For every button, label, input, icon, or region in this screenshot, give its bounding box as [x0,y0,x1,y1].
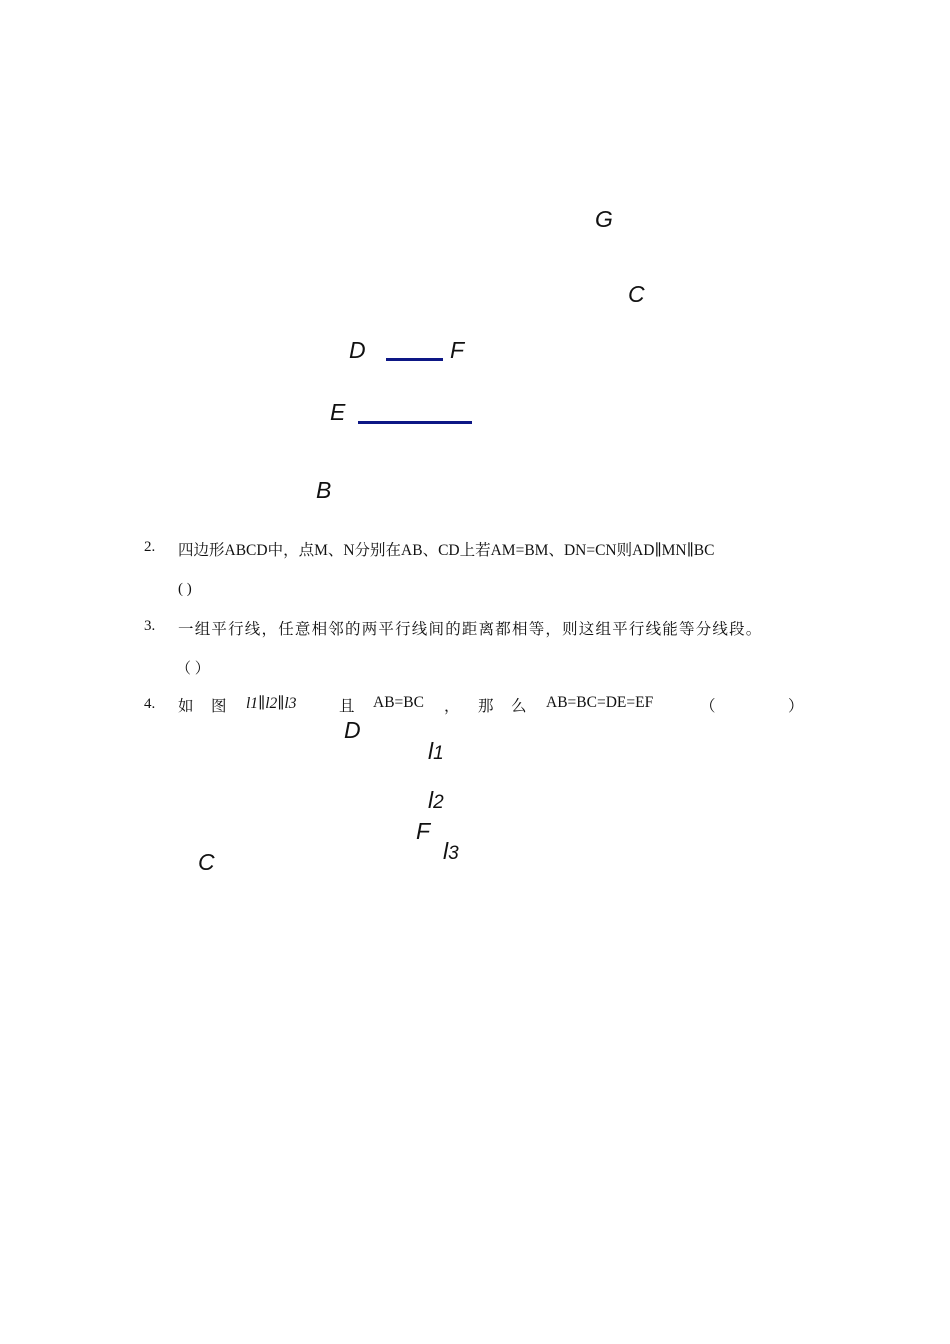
point-label-f: F [450,337,465,363]
equation: AB=BC [373,694,424,711]
question-number: 4. [144,696,156,712]
line-letter: l [443,838,449,864]
line-label-l3 [443,840,459,863]
equation: AB=BC=DE=EF [546,694,654,711]
answer-blank[interactable]: （ ） [176,661,210,677]
question-word: 那 [478,698,494,715]
line-subscript: 3 [448,843,459,864]
question-word: 如 [178,698,194,715]
point-label-b: B [316,477,332,503]
segment-e [358,421,472,424]
answer-paren-close[interactable]: ） [788,698,804,715]
line-label-l1 [428,740,444,763]
line-letter: l [428,787,434,813]
segment-df [386,358,443,361]
question-number: 2. [144,539,156,555]
line-label-l2 [428,789,444,812]
parallel-lines-expression: l1∥l2∥l3 [246,695,297,712]
question-word: 么 [511,698,527,715]
point-label-e: E [330,399,346,425]
question-number: 3. [144,618,156,634]
answer-paren-open[interactable]: （ [700,698,716,715]
line-subscript: 2 [433,792,444,813]
question-comma: ， [444,698,460,715]
point-label-f: F [416,818,431,844]
line-letter: l [428,738,434,764]
question-text: 一组平行线，任意相邻的两平行线间的距离都相等，则这组平行线能等分线段。 [178,621,763,638]
point-label-d: D [349,337,366,363]
answer-blank[interactable]: ( ) [178,581,192,597]
question-word: 图 [211,698,227,715]
question-word: 且 [339,698,355,715]
point-label-g: G [595,206,613,232]
line-subscript: 1 [433,743,444,764]
point-label-c: C [198,849,215,875]
question-text: 四边形ABCD中，点M、N分别在AB、CD上若AM=BM、DN=CN则AD∥MN∥BC [178,542,715,559]
point-label-d: D [344,717,361,743]
point-label-c: C [628,281,645,307]
